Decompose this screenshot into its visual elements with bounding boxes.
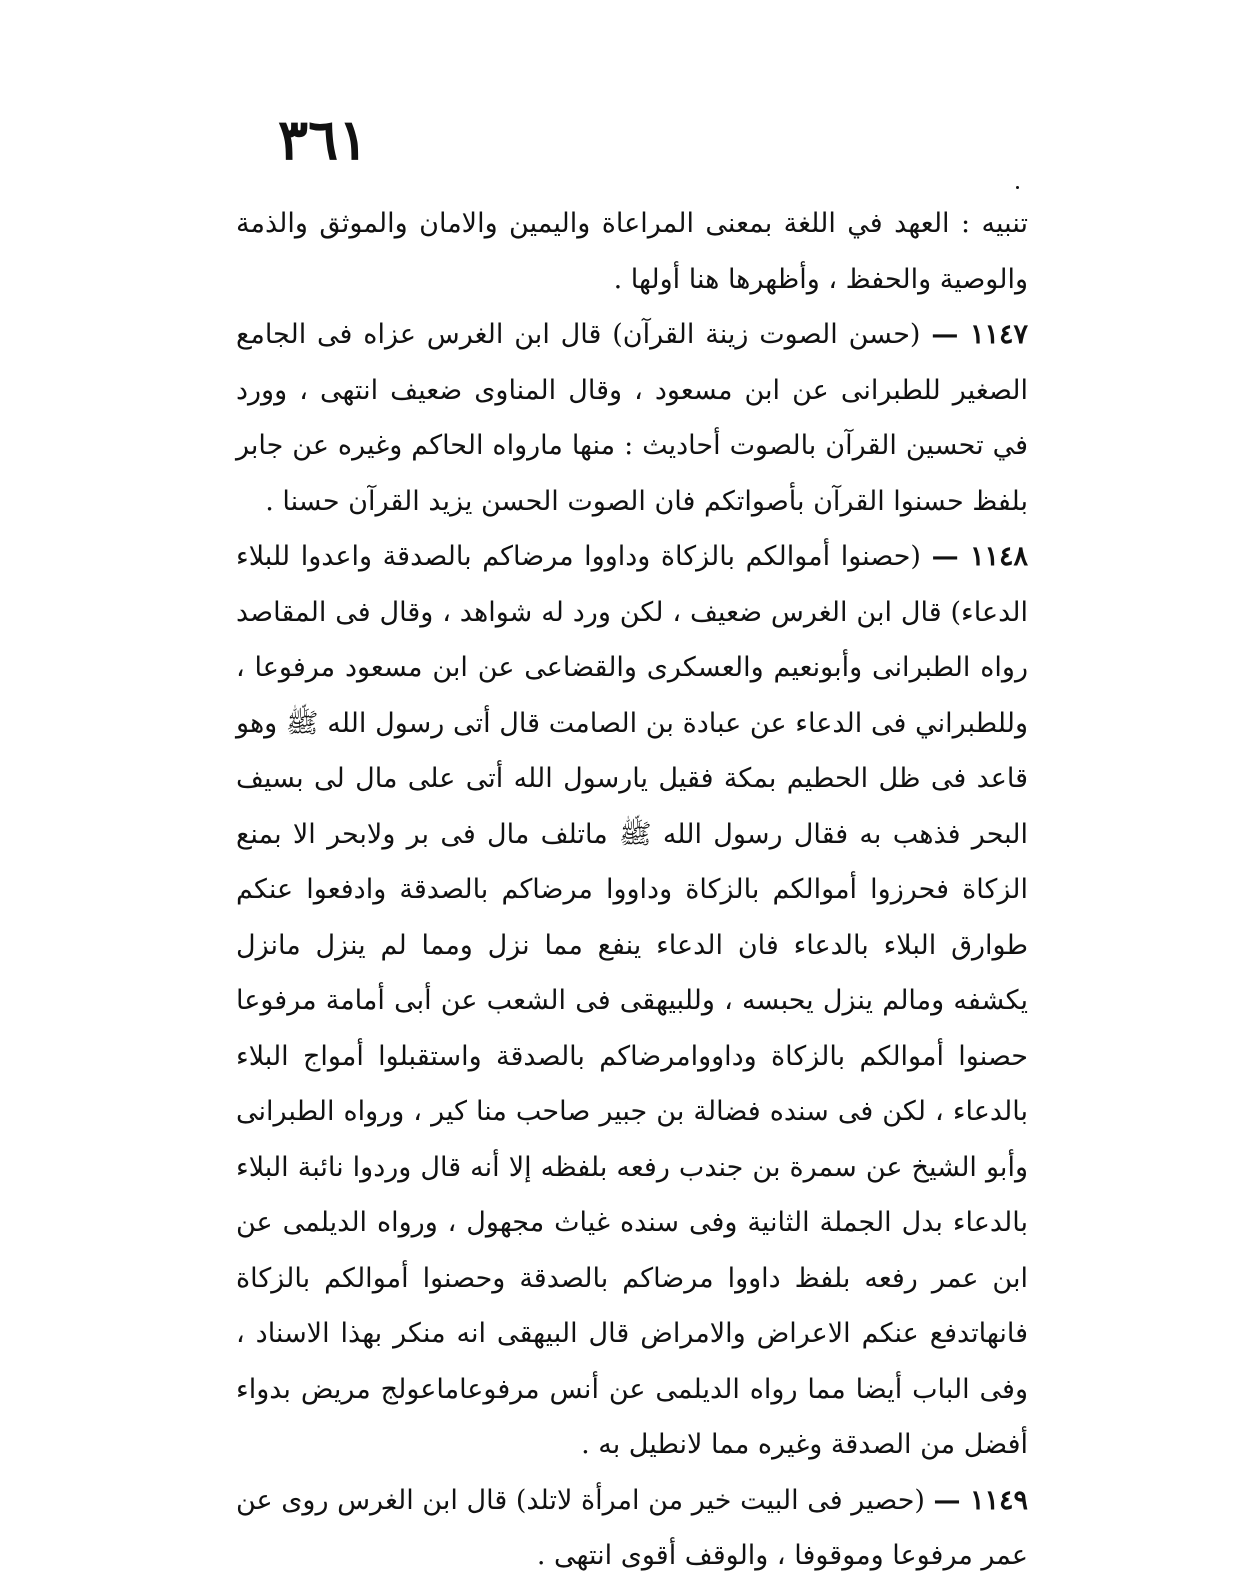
entry-number: ١١٤٨ — — [931, 541, 1028, 572]
entry-text: (حصير فى البيت خير من امرأة لاتلد) قال ابن الغرس روى عن عمر مرفوعا وموقوفا ، والوقف أقوى انتهى . — [236, 1484, 1028, 1571]
note-paragraph — [236, 196, 1028, 307]
entry-text: (حصنوا أموالكم بالزكاة وداووا مرضاكم بالصدقة واعدوا للبلاء الدعاء) قال ابن الغرس ضعيف ، لكن ورد له شواهد ، وقال فى المقاصد رواه الطبرانى وأبونعيم والعسكرى والقضاعى عن ابن مسعود مرفوعا ، وللطبراني فى الدعاء عن عبادة بن الصامت قال أتى رسول الله ﷺ وهو قاعد فى ظل الحطيم بمكة فقيل يارسول الله أتى على مال لى بسيف البحر فذهب به فقال رسول الله ﷺ ماتلف مال فى بر ولابحر الا بمنع الزكاة فحرزوا أموالكم بالزكاة وداووا مرضاكم بالصدقة وادفعوا عنكم طوارق البلاء بالدعاء فان الدعاء ينفع مما نزل ومما لم ينزل مانزل يكشفه ومالم ينزل يحبسه ، وللبيهقى فى الشعب عن أبى أمامة مرفوعا حصنوا أموالكم بالزكاة وداووامرضاكم بالصدقة واستقبلوا أمواج البلاء بالدعاء ، لكن فى سنده فضالة بن جبير صاحب منا كير ، ورواه الطبرانى وأبو الشيخ عن سمرة بن جندب رفعه بلفظه إلا أنه قال وردوا نائبة البلاء بالدعاء بدل الجملة الثانية وفى سنده غياث مجهول ، ورواه الديلمى عن ابن عمر رفعه بلفظ داووا مرضاكم بالصدقة وحصنوا أموالكم بالزكاة فانهاتدفع عنكم الاعراض والامراض قال البيهقى انه منكر بهذا الاسناد ، وفى الباب أيضا مما رواه الديلمى عن أنس مرفوعاماعولج مريض بدواء أفضل من الصدقة وغيره مما لانطيل به . — [236, 541, 1028, 1460]
paragraph-text: تنبيه : العهد في اللغة بمعنى المراعاة واليمين والامان والموثق والذمة والوصية والحفظ ، وأظهرها هنا أولها . — [236, 208, 1028, 295]
body-text — [236, 196, 1028, 1584]
stray-dot — [1016, 186, 1019, 189]
entry-1147 — [236, 307, 1028, 529]
entry-1148 — [236, 529, 1028, 1473]
entry-number: ١١٤٧ — — [931, 319, 1028, 350]
entry-number: ١١٤٩ — — [933, 1484, 1028, 1516]
page-number: ٣٦١ — [278, 107, 369, 173]
entry-text: (حسن الصوت زينة القرآن) قال ابن الغرس عزاه فى الجامع الصغير للطبرانى عن ابن مسعود ، وقال المناوى ضعيف انتهى ، وورد في تحسين القرآن بالصوت أحاديث : منها مارواه الحاكم وغيره عن جابر بلفظ حسنوا القرآن بأصواتكم فان الصوت الحسن يزيد القرآن حسنا . — [236, 319, 1028, 517]
